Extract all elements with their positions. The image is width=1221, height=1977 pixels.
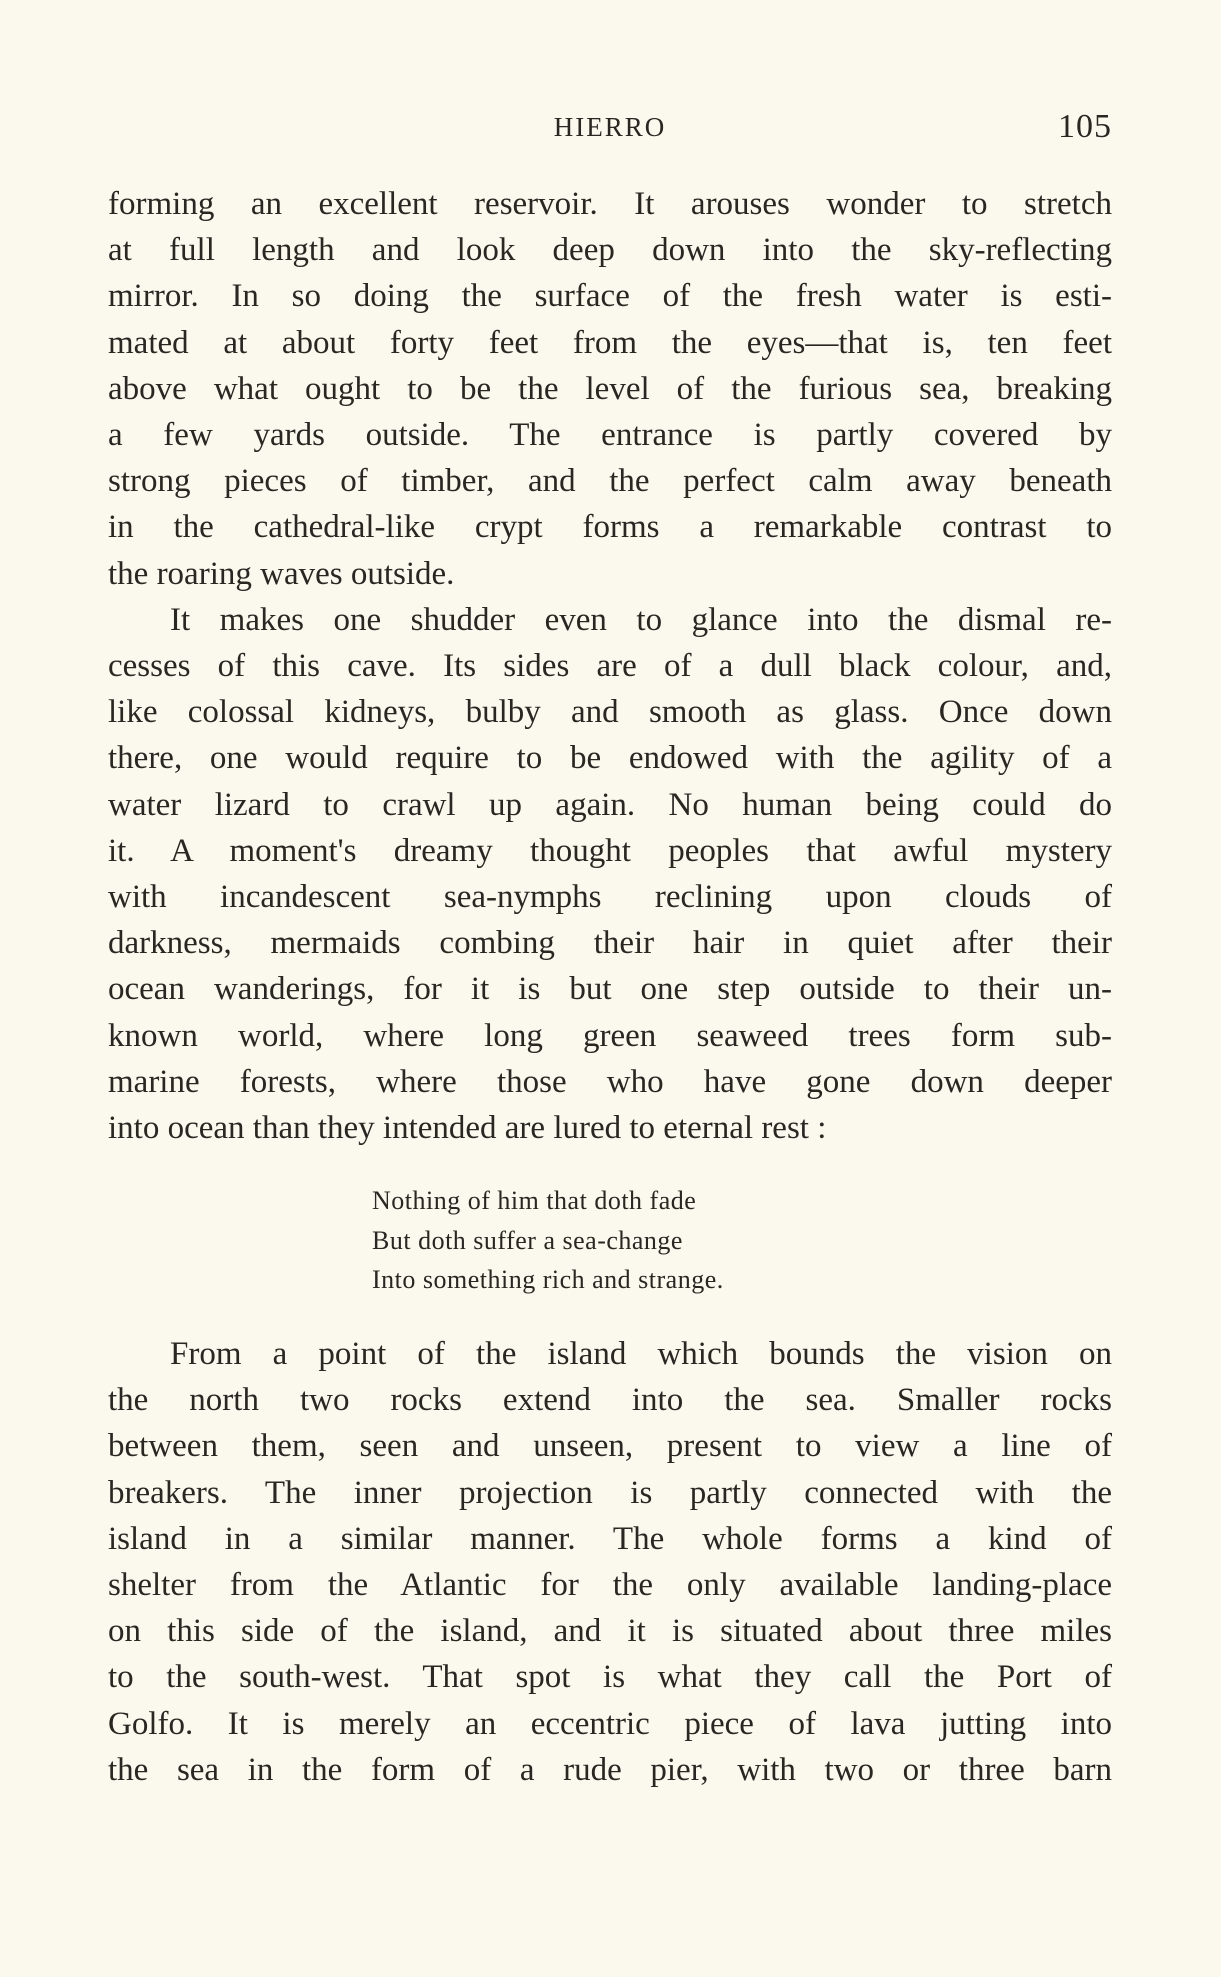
text-line: like colossal kidneys, bulby and smooth as glass. Once down bbox=[108, 694, 1112, 731]
running-title: HIERRO bbox=[553, 112, 667, 142]
text-line: cesses of this cave. Its sides are of a dull black colour, and, bbox=[108, 648, 1112, 685]
text-line: on this side of the island, and it is situated about three miles bbox=[108, 1613, 1112, 1650]
text-line: ocean wanderings, for it is but one step outside to their un- bbox=[108, 971, 1112, 1008]
text-line: It makes one shudder even to glance into the dismal re- bbox=[170, 601, 1112, 638]
upper-text-block bbox=[108, 181, 1112, 1151]
text-line: From a point of the island which bounds the vision on bbox=[170, 1336, 1112, 1372]
page-number: 105 bbox=[1058, 108, 1112, 145]
text-line: marine forests, where those who have gone down deeper bbox=[108, 1063, 1112, 1100]
text-line: known world, where long green seaweed trees form sub- bbox=[108, 1017, 1112, 1054]
text-line: the north two rocks extend into the sea. Smaller rocks bbox=[108, 1382, 1112, 1419]
text-line: above what ought to be the level of the furious sea, breaking bbox=[108, 370, 1112, 407]
text-line: it. A moment's dreamy thought peoples that awful mystery bbox=[108, 832, 1112, 869]
text-line: the sea in the form of a rude pier, with two or three barn bbox=[108, 1751, 1112, 1788]
text-line: there, one would require to be endowed with the agility of a bbox=[108, 740, 1112, 777]
verse-quotation bbox=[372, 1181, 724, 1300]
text-line: into ocean than they intended are lured to eternal rest : bbox=[108, 1110, 827, 1147]
text-line: strong pieces of timber, and the perfect calm away beneath bbox=[108, 463, 1112, 500]
text-line: mirror. In so doing the surface of the fresh water is esti- bbox=[108, 278, 1112, 315]
running-head bbox=[108, 108, 1112, 148]
text-line: mated at about forty feet from the eyes—that is, ten feet bbox=[108, 324, 1112, 361]
lower-text-block bbox=[108, 1331, 1112, 1793]
text-line: water lizard to crawl up again. No human being could do bbox=[108, 786, 1112, 823]
paragraph-3 bbox=[108, 1331, 1112, 1793]
text-line: darkness, mermaids combing their hair in quiet after their bbox=[108, 925, 1112, 962]
text-line: in the cathedral-like crypt forms a remarkable contrast to bbox=[108, 509, 1112, 546]
text-line: island in a similar manner. The whole forms a kind of bbox=[108, 1520, 1112, 1557]
text-line: at full length and look deep down into the sky-reflecting bbox=[108, 232, 1112, 269]
text-line: between them, seen and unseen, present to view a line of bbox=[108, 1428, 1112, 1465]
text-line: breakers. The inner projection is partly connected with the bbox=[108, 1474, 1112, 1511]
text-line: forming an excellent reservoir. It arouses wonder to stretch bbox=[108, 186, 1112, 222]
text-line: the roaring waves outside. bbox=[108, 555, 455, 592]
text-line: a few yards outside. The entrance is partly covered by bbox=[108, 417, 1112, 454]
text-line: to the south-west. That spot is what they call the Port of bbox=[108, 1659, 1112, 1696]
paragraph-2 bbox=[108, 597, 1112, 1151]
verse-line: Into something rich and strange. bbox=[372, 1265, 724, 1294]
text-line: Golfo. It is merely an eccentric piece of lava jutting into bbox=[108, 1705, 1112, 1742]
verse-line: Nothing of him that doth fade bbox=[372, 1186, 697, 1215]
paragraph-1 bbox=[108, 181, 1112, 597]
verse-line: But doth suffer a sea-change bbox=[372, 1225, 683, 1255]
text-line: with incandescent sea-nymphs reclining upon clouds of bbox=[108, 879, 1112, 916]
text-line: shelter from the Atlantic for the only available landing-place bbox=[108, 1567, 1112, 1604]
